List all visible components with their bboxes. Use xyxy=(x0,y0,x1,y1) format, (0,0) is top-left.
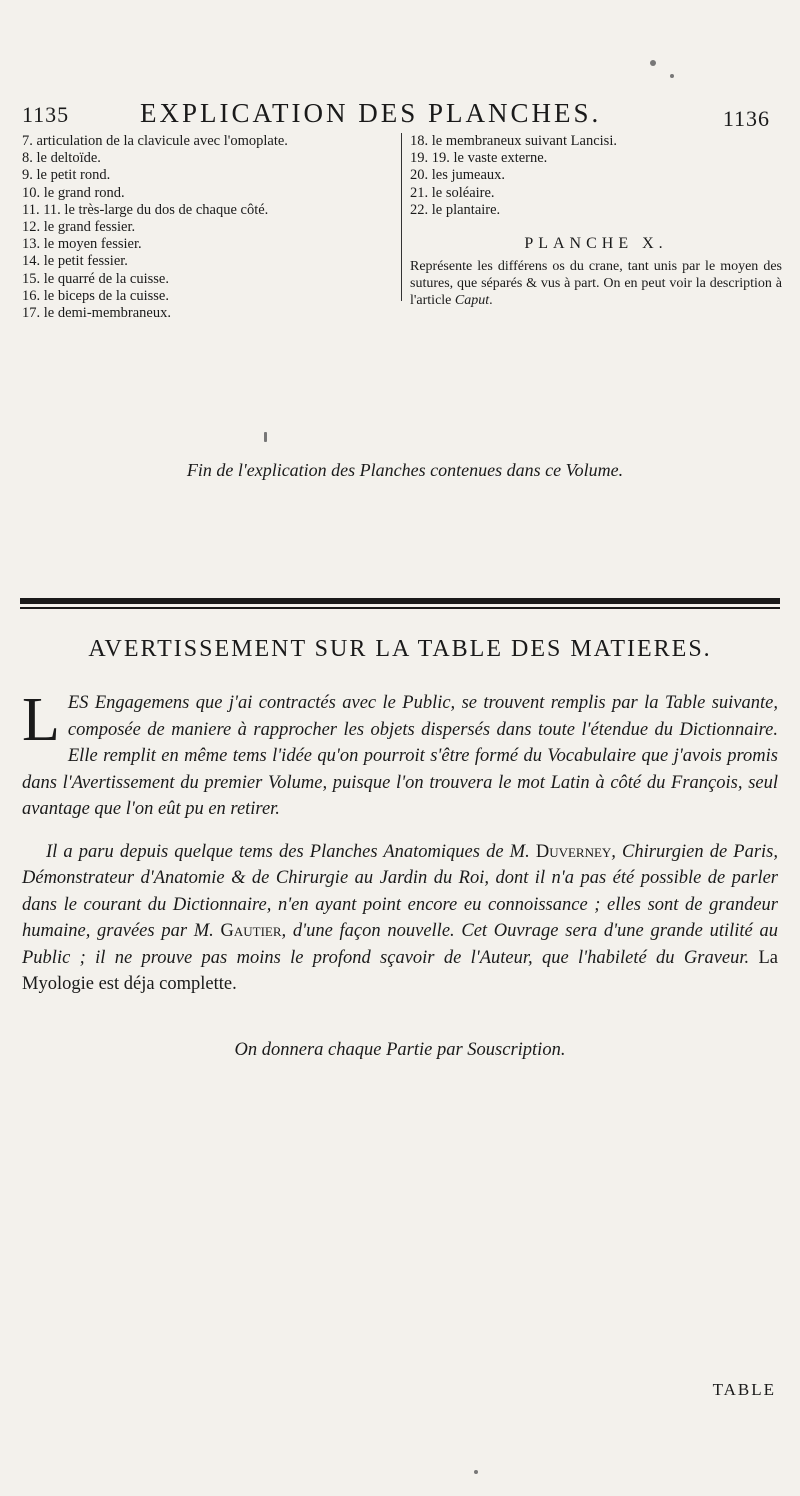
ink-speck xyxy=(474,1470,478,1474)
name-duverney: Duverney xyxy=(535,841,612,862)
plate-x-article-reference: Caput xyxy=(454,292,490,308)
ink-speck xyxy=(264,432,267,442)
body-text xyxy=(22,686,778,998)
plate-x-heading: PLANCHE X. xyxy=(524,235,668,253)
paragraph-1-text: ES Engagemens que j'ai contractés avec le Public, se trouvent remplis par la Table suivante, composée de maniere à rapprocher les objets dispersés dans toute l'étendue du Dictionnaire. Elle remplit en même tems l'idée qu'on pourroit s'être formé du Vocabulaire que j'avois promis dans l'Avertissement du premier Volume, puisque l'on trouvera le mot Latin à côté du François, seul avantage que l'on eût pu en retirer. xyxy=(22,693,778,819)
ink-speck xyxy=(650,60,656,66)
paragraph-1 xyxy=(22,686,778,823)
plate-x-description-text: Représente les différens os du crane, tant unis par le moyen des sutures, que séparés & vus à part. On en peut voir la description à l'article xyxy=(410,259,782,308)
list-item: 11. 11. le très-large du dos de chaque côté. xyxy=(22,201,269,218)
ink-speck xyxy=(670,74,674,78)
end-of-plates-text: Fin de l'explication des Planches contenues dans ce Volume. xyxy=(186,460,624,480)
plate-x-description-end: . xyxy=(489,292,493,308)
list-item: 22. le plantaire. xyxy=(410,201,501,218)
paragraph-2-text-c: , d'une façon nouvelle. Cet Ouvrage sera d'une grande utilité au Public ; il ne prouve pas moins le profond sçavoir de l'Auteur, que l'habileté du Graveur. xyxy=(22,921,778,968)
paragraph-2-text-d: La Myologie est déja complette. xyxy=(22,947,778,994)
running-title: EXPLICATION DES PLANCHES. xyxy=(140,98,602,128)
closing-line: On donnera chaque Partie par Souscription. xyxy=(234,1040,566,1060)
paragraph-2-text-a: Il a paru depuis quelque tems des Planches Anatomiques de M. xyxy=(46,841,536,862)
list-item: 12. le grand fessier. xyxy=(22,219,136,236)
running-header xyxy=(0,96,800,136)
plate-list-left-column xyxy=(22,133,392,322)
list-item: 17. le demi-membraneux. xyxy=(22,305,171,322)
plate-x-description xyxy=(410,259,782,309)
section-title: AVERTISSEMENT SUR LA TABLE DES MATIERES. xyxy=(88,636,712,662)
plate-list-right-column xyxy=(410,133,782,310)
list-item: 16. le biceps de la cuisse. xyxy=(22,287,169,304)
section-rule-thin xyxy=(20,607,780,609)
end-of-plates-note xyxy=(0,460,800,481)
paragraph-2 xyxy=(22,839,778,998)
list-item: 10. le grand rond. xyxy=(22,184,125,201)
drop-cap: L xyxy=(22,686,60,754)
list-item: 21. le soléaire. xyxy=(410,184,495,201)
page-number-left: 1135 xyxy=(22,102,70,127)
paragraph-2-text-b: , Chirurgien de Paris, Démonstrateur d'Anatomie & de Chirurgie au Jardin du Roi, dont il n'a pas été possible de parler dans le courant du Dictionnaire, n'en ayant point encore eu connoissance ; elles sont de grandeur humaine, gravées par M. xyxy=(22,841,778,941)
column-divider xyxy=(401,133,402,301)
list-item: 14. le petit fessier. xyxy=(22,253,128,270)
show-through-text xyxy=(525,370,528,385)
page-number-right: 1136 xyxy=(722,106,770,131)
list-item: 9. le petit rond. xyxy=(22,167,111,184)
catchword: TABLE xyxy=(712,1380,776,1399)
list-item: 7. articulation de la clavicule avec l'omoplate. xyxy=(22,133,288,149)
list-item: 20. les jumeaux. xyxy=(410,167,506,184)
list-item: 18. le membraneux suivant Lancisi. xyxy=(410,133,617,149)
list-item: 13. le moyen fessier. xyxy=(22,236,142,253)
name-gautier: Gautier xyxy=(220,921,282,941)
section-rule-thick xyxy=(20,598,780,604)
list-item: 15. le quarré de la cuisse. xyxy=(22,270,169,287)
list-item: 8. le deltoïde. xyxy=(22,150,101,167)
list-item: 19. 19. le vaste externe. xyxy=(410,150,548,167)
